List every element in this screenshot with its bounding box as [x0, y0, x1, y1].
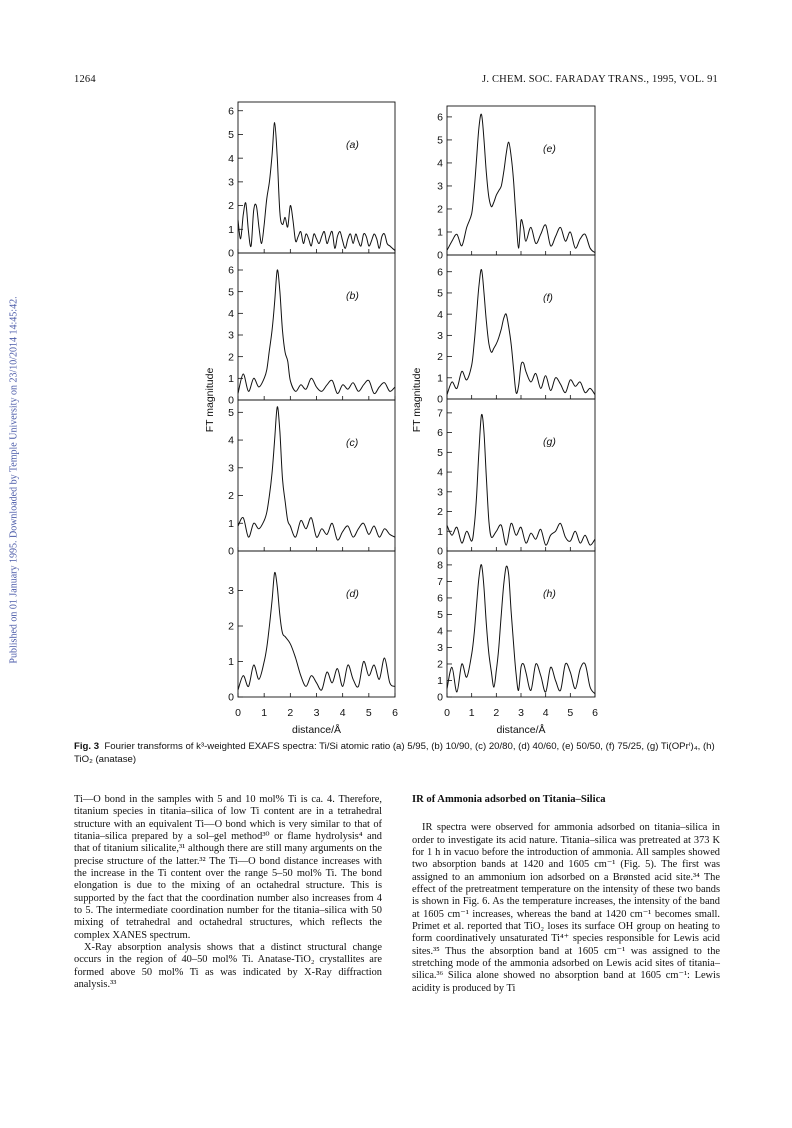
y-tick-label: 5 — [228, 406, 234, 419]
exafs-curve — [447, 269, 595, 394]
y-tick-label: 6 — [437, 111, 443, 124]
panel-frame — [238, 102, 395, 253]
x-tick-label: 4 — [542, 707, 549, 719]
panel-label: (d) — [346, 588, 359, 600]
y-tick-label: 5 — [228, 129, 234, 142]
y-tick-label: 5 — [437, 446, 443, 459]
y-axis-label: FT magnitude — [204, 367, 216, 433]
y-tick-label: 1 — [228, 223, 234, 236]
y-tick-label: 2 — [228, 200, 234, 213]
y-tick-label: 2 — [228, 490, 234, 503]
body-paragraph: IR spectra were observed for ammonia adsorbed on titania–silica in order to investigate its acid nature. Titania–silica was pretreated at 373 K for 1 h in vacuo before the introduction of ammonia. All samples showed two absorption bands at 1420 and 1605 cm⁻¹ (Fig. 5). The first was assigned to an ammonium ion adsorbed on a Brønsted acid site.³⁴ The effect of the pretreatment temperature on the intensity of these two bands is shown in Fig. 6. As the temperature increases, the intensity of the band at 1605 cm⁻¹ increases, whereas the band at 1420 cm⁻¹ becomes small. Primet et al. reported that TiO₂ loses its surface OH group on heating to form coordinatively unsaturated Ti⁴⁺ species responsible for Lewis acid sites.³⁵ Thus the absorption band at 1605 cm⁻¹ was assigned to the stretching mode of the ammonia adsorbed on Lewis acid sites of titania–silica.³⁶ Silica alone showed no absorption band at 1605 cm⁻¹: Lewis acidity is produced by Ti — [412, 822, 720, 994]
y-tick-label: 4 — [228, 307, 234, 320]
y-tick-label: 7 — [437, 407, 443, 420]
x-tick-label: 6 — [592, 707, 598, 719]
section-heading: IR of Ammonia adsorbed on Titania–Silica — [412, 794, 606, 805]
page-number: 1264 — [74, 74, 96, 85]
y-tick-label: 6 — [437, 592, 443, 605]
exafs-curve — [238, 572, 395, 690]
panel-frame — [447, 551, 595, 697]
y-tick-label: 3 — [228, 462, 234, 475]
x-tick-label: 3 — [313, 707, 320, 719]
y-tick-label: 8 — [437, 559, 443, 572]
panel-frame — [447, 255, 595, 399]
y-tick-label: 2 — [437, 658, 443, 671]
y-tick-label: 0 — [228, 691, 234, 704]
panel-label: (g) — [543, 436, 556, 448]
y-tick-label: 6 — [228, 105, 234, 118]
y-tick-label: 4 — [437, 625, 443, 638]
y-tick-label: 1 — [228, 517, 234, 530]
y-tick-label: 0 — [437, 393, 443, 406]
exafs-curve — [447, 565, 595, 694]
y-tick-label: 0 — [228, 394, 234, 407]
panel-frame — [238, 551, 395, 697]
y-tick-label: 2 — [437, 351, 443, 364]
panel-label: (f) — [543, 292, 553, 304]
y-tick-label: 0 — [437, 691, 443, 704]
y-axis-label: FT magnitude — [411, 367, 423, 433]
y-tick-label: 3 — [437, 329, 443, 342]
y-tick-label: 4 — [228, 152, 234, 165]
y-tick-label: 3 — [228, 585, 234, 598]
exafs-curve — [447, 414, 595, 545]
y-tick-label: 5 — [437, 287, 443, 300]
body-column-right — [412, 794, 720, 995]
y-tick-label: 2 — [437, 203, 443, 216]
y-tick-label: 5 — [228, 286, 234, 299]
y-tick-label: 2 — [228, 620, 234, 633]
exafs-curve — [447, 114, 595, 253]
body-paragraph: Ti—O bond in the samples with 5 and 10 mol% Ti is ca. 4. Therefore, titanium species in titania–silica of low Ti content are in a tetrahedral structure with an equivalent Ti—O bond which is very similar to that of titania–silica prepared by a sol–gel method³⁰ or flame hydrolysis⁴ and that of titanium silicalite,³¹ although there are still many arguments on the precise structure of the latter.³² The Ti—O bond distance increases with the increase in the Ti content over the range 5–50 mol% Ti. The bond elongation is due to the mixing of an octahedral structure. This is supported by the fact that the coordination number also increases from 4 to 5. The intermediate coordination number for the titania–silica with 50 mixing of tetrahedral and octahedral structures, which reflects the complex XANES spectrum. — [74, 794, 382, 941]
y-tick-label: 5 — [437, 609, 443, 622]
panel-frame — [238, 253, 395, 400]
x-axis-label: distance/Å — [291, 724, 342, 736]
y-tick-label: 4 — [228, 434, 234, 447]
y-tick-label: 3 — [437, 486, 443, 499]
download-watermark-text: Published on 01 January 1995. Downloaded by Temple University on 23/10/2014 14:45:42. — [8, 296, 20, 664]
y-tick-label: 0 — [228, 247, 234, 260]
y-tick-label: 2 — [228, 351, 234, 364]
y-tick-label: 4 — [437, 466, 443, 479]
x-tick-label: 0 — [235, 707, 241, 719]
y-tick-label: 6 — [228, 264, 234, 277]
y-tick-label: 6 — [437, 427, 443, 440]
y-tick-label: 2 — [437, 506, 443, 519]
panel-frame — [447, 106, 595, 255]
exafs-curve — [238, 270, 395, 394]
body-paragraph: X-Ray absorption analysis shows that a distinct structural change occurs in the region of 40–50 mol% Ti. Anatase-TiO₂ crystallites are formed above 50 mol% Ti as was indicated by X-Ray diffraction analysis.³³ — [74, 942, 382, 991]
y-tick-label: 1 — [437, 525, 443, 538]
x-tick-label: 3 — [518, 707, 524, 719]
y-tick-label: 5 — [437, 134, 443, 147]
y-tick-label: 4 — [437, 308, 443, 321]
caption-text: Fourier transforms of k³-weighted EXAFS spectra: Ti/Si atomic ratio (a) 5/95, (b) 10/90, (c) 20/80, (d) 40/60, (e) 50/50, (f) 75/25, (g) Ti(OPrⁱ)₄, (h) TiO₂ (anatase) — [74, 741, 715, 765]
journal-header: J. CHEM. SOC. FARADAY TRANS., 1995, VOL. 91 — [482, 74, 718, 85]
x-tick-label: 5 — [567, 707, 574, 719]
y-tick-label: 1 — [228, 656, 234, 669]
y-tick-label: 3 — [437, 642, 443, 655]
panel-label: (c) — [346, 437, 359, 449]
y-tick-label: 4 — [437, 157, 443, 170]
y-tick-label: 0 — [437, 249, 443, 262]
x-tick-label: 5 — [365, 707, 372, 719]
y-tick-label: 1 — [437, 675, 443, 688]
exafs-curve — [238, 407, 395, 540]
x-tick-label: 1 — [468, 707, 475, 719]
panel-label: (b) — [346, 290, 359, 302]
exafs-curve — [238, 123, 395, 251]
panel-label: (a) — [346, 139, 359, 151]
y-tick-label: 1 — [437, 226, 443, 239]
panel-label: (e) — [543, 143, 556, 155]
panel-frame — [238, 400, 395, 551]
x-tick-label: 1 — [261, 707, 268, 719]
body-column-left — [74, 794, 382, 992]
panel-frame — [447, 399, 595, 551]
y-tick-label: 3 — [228, 329, 234, 342]
x-axis-label: distance/Å — [496, 724, 546, 736]
x-tick-label: 2 — [493, 707, 500, 719]
figure-caption — [74, 741, 720, 766]
x-tick-label: 0 — [444, 707, 450, 719]
y-tick-label: 7 — [437, 576, 443, 589]
x-tick-label: 2 — [287, 707, 294, 719]
x-tick-label: 6 — [392, 707, 398, 719]
caption-label: Fig. 3 — [74, 741, 100, 752]
y-tick-label: 3 — [228, 176, 234, 189]
panel-label: (h) — [543, 588, 556, 600]
x-tick-label: 4 — [339, 707, 346, 719]
y-tick-label: 6 — [437, 266, 443, 279]
y-tick-label: 3 — [437, 180, 443, 193]
y-tick-label: 0 — [228, 545, 234, 558]
y-tick-label: 1 — [228, 372, 234, 385]
y-tick-label: 0 — [437, 545, 443, 558]
y-tick-label: 1 — [437, 372, 443, 385]
